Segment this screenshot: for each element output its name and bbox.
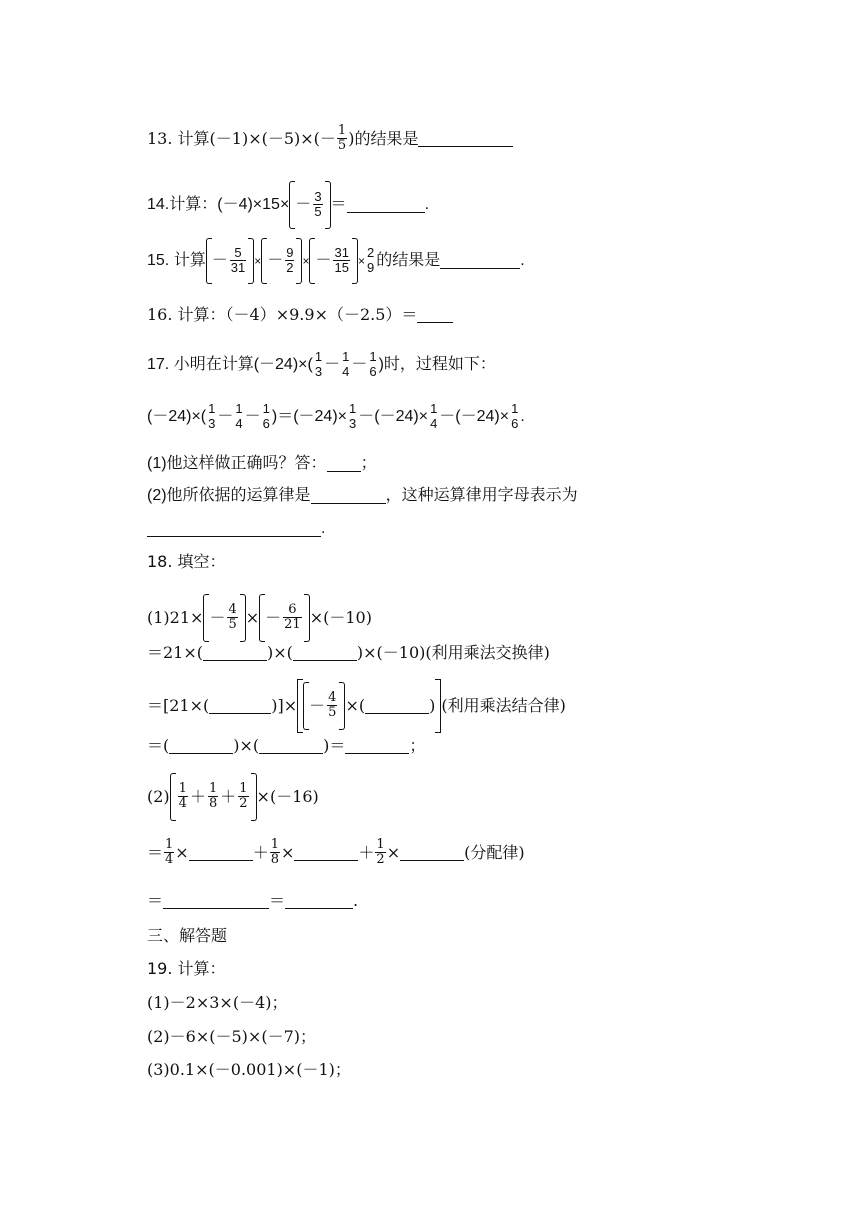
q19-part-2: (2)－6×(－5)×(－7)； [147,1027,316,1046]
q17-part-2: (2)他所依据的运算律是 ，这种运算律用字母表示为 [147,487,578,504]
q13-prefix: 13. 计算(－1)×(－5)×(－ [147,129,336,149]
q17-p1-blank[interactable] [327,457,361,472]
question-14: 14.计算：(－4)×15× － $\frac{3}{5}$ ＝ . [147,180,429,230]
q15-answer-blank[interactable] [440,254,520,269]
q18-line-5: (2) $\frac{1}{4}$ ＋ $\frac{1}{8}$ ＋ $\frac{1}{2}$ ×(－16) [147,772,319,822]
q18-blank-12[interactable] [285,894,353,909]
question-17: 17. 小明在计算(－24)×( 1 3 － 1 4 － 1 6 )时，过程如下： [147,349,496,379]
q17-p2-blank[interactable] [311,489,386,504]
q14-answer-blank[interactable] [347,198,425,213]
q17-expansion: (－24)×( 1 3 － 1 4 － 1 6 )＝(－24)× 1 3 －(－24)× 1 4 －(－24)× 1 6 . [147,401,525,431]
section-3-title: 三、解答题 [147,926,228,945]
q18-blank-9[interactable] [294,846,358,861]
q19-part-3: (3)0.1×(－0.001)×(－1)； [147,1060,351,1079]
q18-title: 18. 填空： [147,552,226,571]
q17-part-1: (1)他这样做正确吗？答： ； [147,455,377,472]
q18-line-6: ＝ $\frac{1}{4}$ × ＋ $\frac{1}{8}$ × ＋ $\frac{1}{2}$ × (分配律) [147,836,525,868]
q15-prefix: 15. 计算 [147,252,206,269]
q15-fraction-3: － $\frac{31}{15}$ [309,238,357,284]
q17-p2-formula-blank[interactable] [147,522,321,537]
q18-blank-7[interactable] [345,739,409,754]
q13-fraction: $\frac{1}{5}$ [337,123,347,154]
q18-blank-4[interactable] [365,699,429,714]
q14-prefix: 14.计算：(－4)×15× [147,196,290,213]
q15-fraction-2: － $\frac{9}{2}$ [261,238,302,284]
q15-fraction-4: 2 9 [366,245,375,275]
q19-part-1: (1)－2×3×(－4)； [147,993,288,1012]
q15-fraction-1: － $\frac{5}{31}$ [206,238,254,284]
q18-line-2: ＝21×( )×( )×(－10)(利用乘法交换律) [147,643,550,662]
question-15: 15. 计算 － $\frac{5}{31}$ × － $\frac{9}{2}$ × － $\frac{31}{15}$ × 2 9 的结果是 . [147,236,525,286]
q18-blank-2[interactable] [293,646,357,661]
q18-line-3: ＝[21×( )]× － $\frac{4}{5}$ ×( ) (利用乘法结合律) [147,678,566,734]
q18-blank-5[interactable] [169,739,233,754]
q18-blank-6[interactable] [259,739,323,754]
question-16 [147,307,453,323]
q16-answer-blank[interactable] [417,308,453,323]
q13-suffix: )的结果是 [348,129,419,149]
q17-part-2-cont: . [147,521,325,537]
q18-line-4: ＝( )×( )＝ ； [147,736,426,755]
q19-title: 19. 计算： [147,959,226,978]
question-13 [147,124,513,154]
q18-blank-3[interactable] [209,699,271,714]
q18-line-7: ＝ ＝ . [147,891,359,910]
q18-blank-8[interactable] [189,846,253,861]
q13-answer-blank[interactable] [418,132,513,147]
q18-blank-1[interactable] [203,646,267,661]
q18-line-1: (1)21× － $\frac{4}{5}$ × － $\frac{6}{21}$ ×(－10) [147,592,372,644]
q18-blank-11[interactable] [163,894,269,909]
q16-text: 16. 计算：（－4）×9.9×（－2.5）＝ [147,305,418,324]
q14-bracket-group: － $\frac{3}{5}$ [289,181,330,229]
q18-blank-10[interactable] [400,846,464,861]
